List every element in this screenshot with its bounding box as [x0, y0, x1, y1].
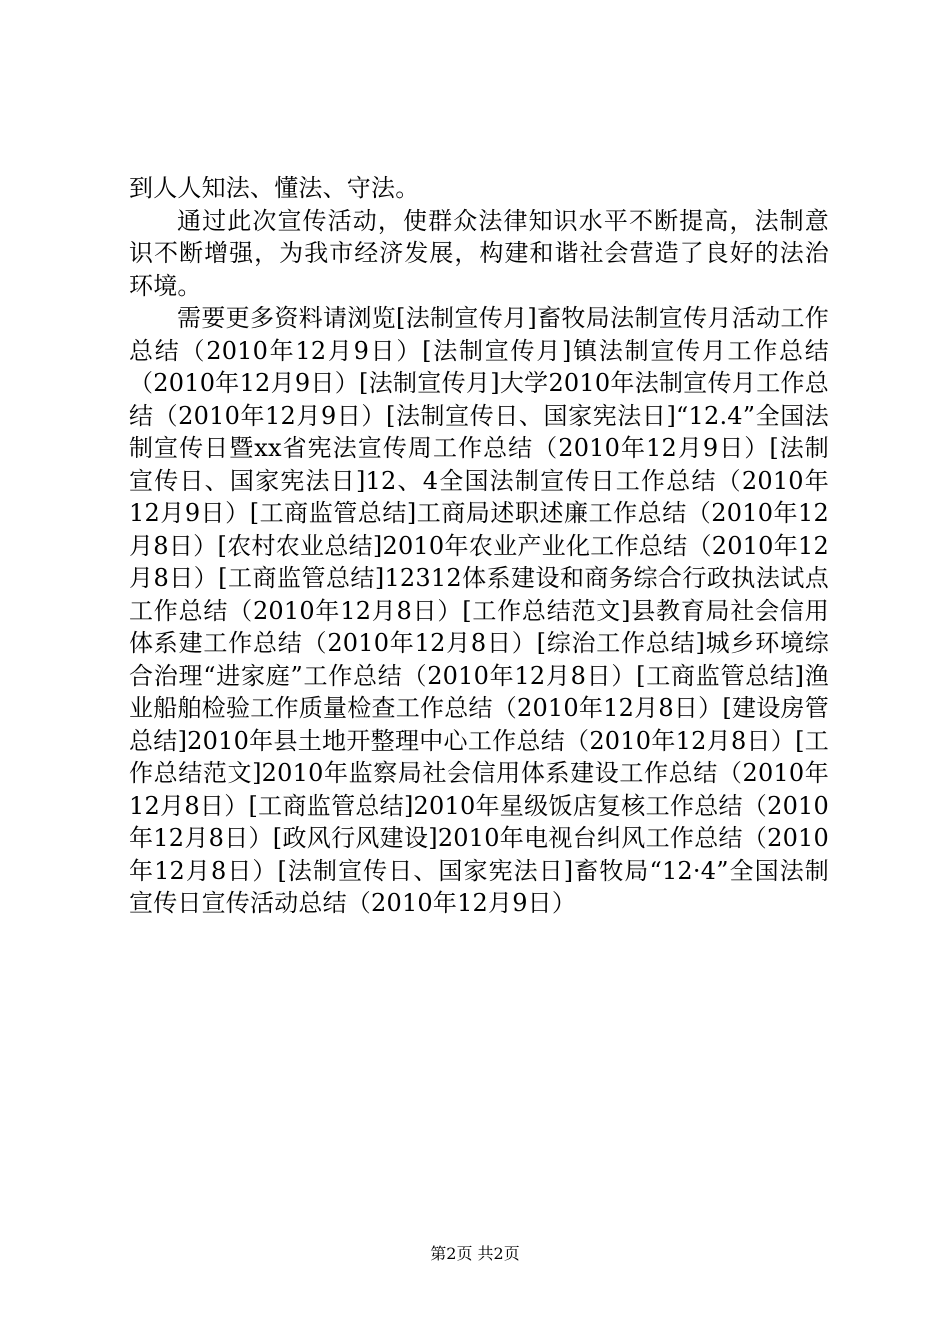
document-body — [129, 172, 829, 920]
page-footer — [0, 1244, 950, 1264]
page-number: 第2页 共2页 — [430, 1244, 520, 1263]
paragraph-related-links: 需要更多资料请浏览[法制宣传月]畜牧局法制宣传月活动工作总结（2010年12月9日）[法制宣传月]镇法制宣传月工作总结（2010年12月9日）[法制宣传月]大学2010年法制宣传月工作总结（2010年12月9日）[法制宣传日、国家宪法日]“12.4”全国法制宣传日暨xx省宪法宣传周工作总结（2010年12月9日）[法制宣传日、国家宪法日]12、4全国法制宣传日工作总结（2010年12月9日）[工商监管总结]工商局述职述廉工作总结（2010年12月8日）[农村农业总结]2010年农业产业化工作总结（2010年12月8日）[工商监管总结]12312体系建设和商务综合行政执法试点工作总结（2010年12月8日）[工作总结范文]县教育局社会信用体系建工作总结（2010年12月8日）[综治工作总结]城乡环境综合治理“进家庭”工作总结（2010年12月8日）[工商监管总结]渔业船舶检验工作质量检查工作总结（2010年12月8日）[建设房管总结]2010年县土地开整理中心工作总结（2010年12月8日）[工作总结范文]2010年监察局社会信用体系建设工作总结（2010年12月8日）[工商监管总结]2010年星级饭店复核工作总结（2010年12月8日）[政风行风建设]2010年电视台纠风工作总结（2010年12月8日）[法制宣传日、国家宪法日]畜牧局“12·4”全国法制宣传日宣传活动总结（2010年12月9日） — [129, 304, 829, 917]
paragraph-closing-line: 到人人知法、懂法、守法。 — [129, 174, 420, 202]
paragraph-summary: 通过此次宣传活动，使群众法律知识水平不断提高，法制意识不断增强，为我市经济发展，构建和谐社会营造了良好的法治环境。 — [129, 206, 829, 300]
